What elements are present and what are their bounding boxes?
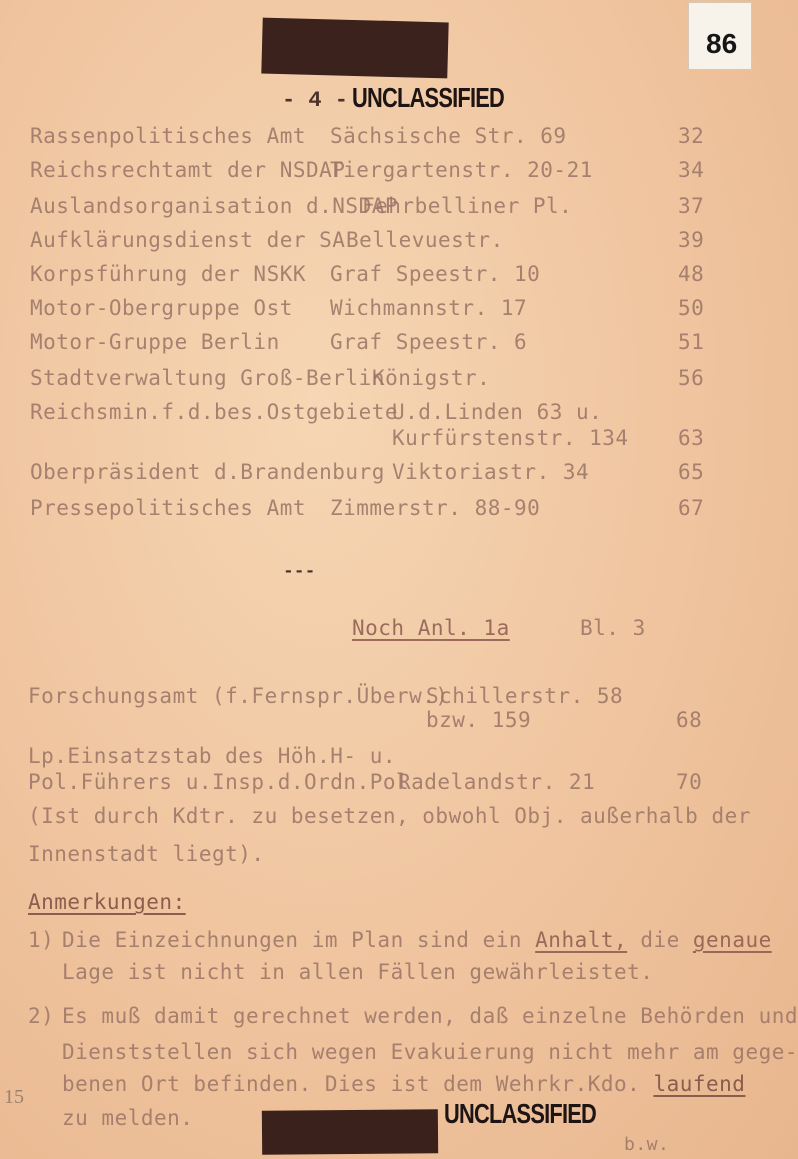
list-item	[0, 366, 750, 400]
entry-address: Schillerstr. 58	[426, 684, 624, 708]
entry-ref: 65	[678, 460, 705, 484]
page-number: 86	[706, 28, 738, 59]
entry-address: Graf Speestr. 6	[330, 330, 528, 354]
entry-name: Oberpräsident d.Brandenburg	[30, 460, 385, 484]
list-item	[0, 400, 750, 460]
remark-text: Die Einzeichnungen im Plan sind ein Anhalt, die genaue	[62, 928, 772, 952]
entry-name: Pressepolitisches Amt	[30, 496, 307, 520]
entry-ref: 34	[678, 158, 705, 182]
remark-number: 1)	[28, 928, 55, 952]
entry-name: Stadtverwaltung Groß-Berlin	[30, 366, 385, 390]
entry-name: Aufklärungsdienst der SA	[30, 228, 346, 252]
entry-ref: 67	[678, 496, 705, 520]
list-item	[0, 330, 750, 364]
entry-ref: 63	[678, 426, 705, 450]
remark-text-cont: Dienststellen sich wegen Evakuierung nicht mehr am gege-	[62, 1040, 798, 1064]
sheet-number: Bl. 3	[580, 616, 646, 640]
list-item	[0, 460, 750, 494]
entry-name: Motor-Gruppe Berlin	[30, 330, 280, 354]
entry-name-cont: Pol.Führers u.Insp.d.Ordn.Pol	[28, 770, 410, 794]
entry-name: Rassenpolitisches Amt	[30, 124, 307, 148]
entry-note: (Ist durch Kdtr. zu besetzen, obwohl Obj. außerhalb der	[28, 804, 751, 828]
list-item	[0, 496, 750, 530]
entry-ref: 50	[678, 296, 705, 320]
entry-ref: 68	[676, 708, 703, 732]
entry-ref: 56	[678, 366, 705, 390]
entry-address: Zimmerstr. 88-90	[330, 496, 541, 520]
entry-address: Tiergartenstr. 20-21	[330, 158, 593, 182]
entry-ref: 48	[678, 262, 705, 286]
page-label: - 4 -	[282, 88, 349, 113]
entry-address: Königstr.	[372, 366, 491, 390]
entry-name: Forschungsamt (f.Fernspr.Überw.)	[28, 684, 449, 708]
remark-number: 2)	[28, 1004, 55, 1028]
classification-stamp-top: UNCLASSIFIED	[352, 82, 505, 113]
continuation-mark: b.w.	[624, 1134, 670, 1155]
classification-stamp-bottom: UNCLASSIFIED	[444, 1098, 597, 1129]
remarks-heading: Anmerkungen:	[28, 890, 186, 914]
entry-address: Viktoriastr. 34	[392, 460, 590, 484]
entry-address: Bellevuestr.	[346, 228, 504, 252]
entry-name: Reichsrechtamt der NSDAP	[30, 158, 346, 182]
entry-name: Motor-Obergruppe Ost	[30, 296, 293, 320]
list-item	[0, 124, 750, 158]
entry-address: Radelandstr. 21	[398, 770, 596, 794]
entry-address-cont: bzw. 159	[426, 708, 532, 732]
entry-name: Lp.Einsatzstab des Höh.H- u.	[28, 744, 397, 768]
entry-address: Fehrbelliner Pl.	[362, 194, 573, 218]
entry-ref: 32	[678, 124, 705, 148]
entry-address: Wichmannstr. 17	[330, 296, 528, 320]
entry-ref: 39	[678, 228, 705, 252]
entry-note-cont: Innenstadt liegt).	[28, 842, 265, 866]
entry-ref: 37	[678, 194, 705, 218]
entry-name: Reichsmin.f.d.bes.Ostgebiete	[30, 400, 399, 424]
entry-ref: 70	[676, 770, 703, 794]
list-item	[0, 262, 750, 296]
entry-address: U.d.Linden 63 u.	[392, 400, 603, 424]
top-redaction-bar	[261, 18, 448, 79]
remark-text-cont: benen Ort befinden. Dies ist dem Wehrkr.Kdo. laufend	[62, 1072, 746, 1096]
list-item	[0, 228, 750, 262]
list-item	[0, 158, 750, 192]
remark-text: Es muß damit gerechnet werden, daß einzelne Behörden und	[62, 1004, 798, 1028]
entry-address-cont: Kurfürstenstr. 134	[392, 426, 629, 450]
list-item	[0, 194, 750, 228]
entry-address: Graf Speestr. 10	[330, 262, 541, 286]
remark-text-cont: zu melden.	[62, 1106, 194, 1130]
remark-text-cont: Lage ist nicht in allen Fällen gewährleistet.	[62, 960, 654, 984]
section-separator: ---	[283, 562, 316, 582]
margin-note: 15	[4, 1086, 24, 1108]
section-title: Noch Anl. 1a	[352, 616, 510, 640]
list-item	[0, 296, 750, 330]
bottom-redaction-bar	[262, 1109, 438, 1155]
entry-ref: 51	[678, 330, 705, 354]
entry-name: Korpsführung der NSKK	[30, 262, 307, 286]
entry-name: Auslandsorganisation d.NSDAP	[30, 194, 399, 218]
entry-address: Sächsische Str. 69	[330, 124, 567, 148]
